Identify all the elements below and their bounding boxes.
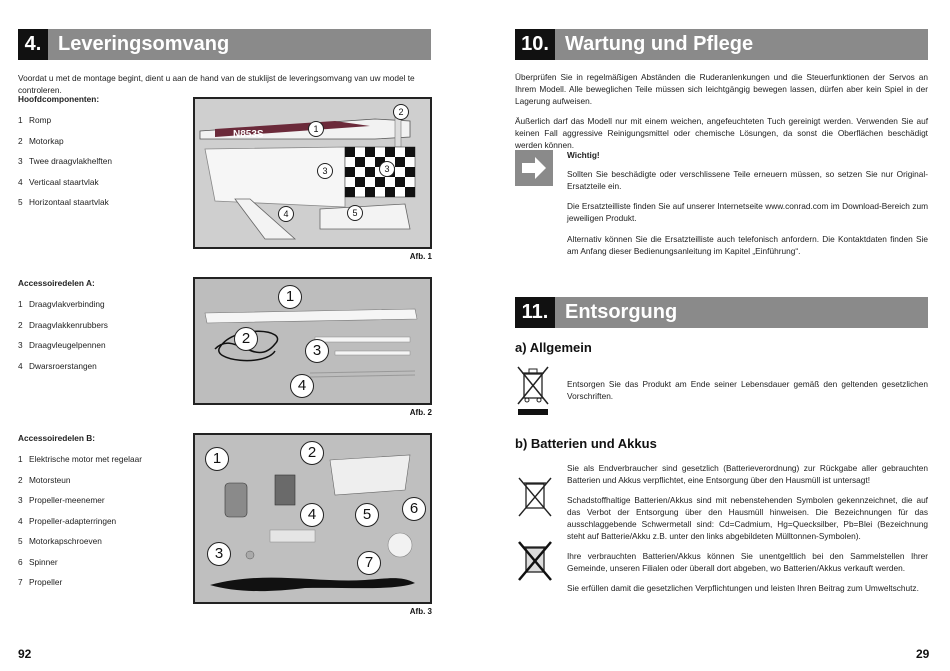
right-page xyxy=(475,0,950,671)
battery-bin-icon xyxy=(515,474,555,522)
list-item: 5 Motorkapschroeven xyxy=(18,536,102,546)
list-item: 2 Motorkap xyxy=(18,135,64,146)
section-number: 4. xyxy=(18,29,48,60)
callout: 1 xyxy=(308,121,324,137)
list-item: 4 Dwarsroerstangen xyxy=(18,360,97,371)
callout: 5 xyxy=(347,205,363,221)
photo-accessories-a xyxy=(193,277,432,405)
section-header-10 xyxy=(515,29,928,60)
list-item: 1 Draagvlakverbinding xyxy=(18,299,105,309)
paragraph: Die Ersatzteilliste finden Sie auf unserer Internetseite www.conrad.com im Download-Bereich zum jeweiligen Produkt. xyxy=(567,201,928,223)
subsection-heading: a) Allgemein xyxy=(515,340,592,355)
note-title: Wichtig! xyxy=(567,150,600,160)
list-item: 6 Spinner xyxy=(18,556,58,567)
group-heading: Hoofdcomponenten: xyxy=(18,94,100,104)
callout: 3 xyxy=(207,542,231,566)
callout: 4 xyxy=(278,206,294,222)
paragraph: Ihre verbrauchten Batterien/Akkus können Sie unentgeltlich bei den Sammelstellen Ihrer Gemeinde, unseren Filialen oder überall dort abgeben, wo Batterien/Akkus verkauft werden. xyxy=(567,551,928,573)
callout: 4 xyxy=(300,503,324,527)
page-number: 29 xyxy=(916,647,930,661)
list-item: 5 Horizontaal staartvlak xyxy=(18,197,109,207)
parts-list xyxy=(18,114,112,217)
list-item: 3 Twee draagvlakhelften xyxy=(18,156,113,166)
page-number: 92 xyxy=(18,647,32,661)
section-title: Entsorgung xyxy=(555,297,928,328)
callout: 2 xyxy=(234,327,258,351)
paragraph: Alternativ können Sie die Ersatzteilliste auch telefonisch anfordern. Die Kontaktdaten finden Sie am Anfang dieser Bedienungsanleitung im Kapitel „Einführung“. xyxy=(567,234,928,256)
parts-list xyxy=(18,453,142,597)
registration-text: N853S xyxy=(233,129,264,140)
arrow-right-icon xyxy=(515,150,553,186)
callout: 2 xyxy=(393,104,409,120)
paragraph: Sie erfüllen damit die gesetzlichen Verpflichtungen und leisten Ihren Beitrag zum Umweltschutz. xyxy=(567,583,919,593)
paragraph: Äußerlich darf das Modell nur mit einem weichen, angefeuchteten Tuch gereinigt werden. Verwenden Sie auf keinen Fall aggressive Reinigungsmittel oder chemische Lösungen, da sonst die Oberflächen beschädigt werden können. xyxy=(515,116,928,150)
figure-caption: Afb. 3 xyxy=(409,607,432,616)
paragraph: Sollten Sie beschädigte oder verschlissene Teile erneuern müssen, so setzen Sie nur Original-Ersatzteile ein. xyxy=(567,169,928,191)
section-number: 11. xyxy=(515,297,555,328)
callout: 3 xyxy=(317,163,333,179)
paragraph: Sie als Endverbraucher sind gesetzlich (Batterieverordnung) zur Rückgabe aller gebrauchten Batterien und Akkus verpflichtet, eine Entsorgung über den Hausmüll ist untersagt! xyxy=(567,463,928,485)
intro-text: Voordat u met de montage begint, dient u aan de hand van de stuklijst de leveringsomvang van uw model te controleren. xyxy=(18,73,415,95)
list-item: 7 Propeller xyxy=(18,577,63,587)
section-header-4 xyxy=(18,29,431,60)
group-heading: Accessoiredelen B: xyxy=(18,433,96,443)
figure-caption: Afb. 1 xyxy=(409,252,432,261)
group-heading: Accessoiredelen A: xyxy=(18,278,95,288)
parts-list xyxy=(18,298,108,380)
section-number: 10. xyxy=(515,29,555,60)
list-item: 4 Propeller-adapterringen xyxy=(18,515,117,526)
figure-caption: Afb. 2 xyxy=(409,408,432,417)
list-item: 3 Propeller-meenemer xyxy=(18,495,105,505)
list-item: 4 Verticaal staartvlak xyxy=(18,176,99,187)
list-item: 1 Elektrische motor met regelaar xyxy=(18,454,142,464)
callout: 3 xyxy=(305,339,329,363)
callout: 1 xyxy=(278,285,302,309)
paragraph: Überprüfen Sie in regelmäßigen Abständen die Ruderanlenkungen und die Steuerfunktionen der Servos an Ihrem Modell. Alle beweglichen Teile müssen sich leichtgängig bewegen lassen, dürfen aber kein Spiel in der Lagerung aufweisen. xyxy=(515,72,928,106)
crossed-bin-icon xyxy=(515,364,551,416)
list-item: 2 Motorsteun xyxy=(18,474,71,485)
section-header-11 xyxy=(515,297,928,328)
subsection-heading: b) Batterien und Akkus xyxy=(515,436,657,451)
callout: 6 xyxy=(402,497,426,521)
list-item: 3 Draagvleugelpennen xyxy=(18,340,106,350)
list-item: 1 Romp xyxy=(18,115,52,125)
paragraph: Schadstoffhaltige Batterien/Akkus sind mit nebenstehenden Symbolen gekennzeichnet, die auf das Verbot der Entsorgung über den Hausmüll hinweisen. Die Bezeichnungen für das ausschlaggebende Schwermetall sind: Cd=Cadmium, Hg=Quecksilber, Pb=Blei (Bezeichnung steht auf Batterie/Akku z.B. unter den links abgebildeten Mülltonnen-Symbolen). xyxy=(567,495,928,541)
callout: 2 xyxy=(300,441,324,465)
section-title: Leveringsomvang xyxy=(48,29,431,60)
callout: 3 xyxy=(379,161,395,177)
paragraph: Entsorgen Sie das Produkt am Ende seiner Lebensdauer gemäß den geltenden gesetzlichen Vorschriften. xyxy=(567,379,928,401)
photo-accessories-b xyxy=(193,433,432,604)
callout: 7 xyxy=(357,551,381,575)
section-title: Wartung und Pflege xyxy=(555,29,928,60)
callout: 4 xyxy=(290,374,314,398)
list-item: 2 Draagvlakkenrubbers xyxy=(18,319,108,330)
photo-main-components xyxy=(193,97,432,249)
callout: 5 xyxy=(355,503,379,527)
crossed-bin-small-icon xyxy=(515,538,555,586)
callout: 1 xyxy=(205,447,229,471)
